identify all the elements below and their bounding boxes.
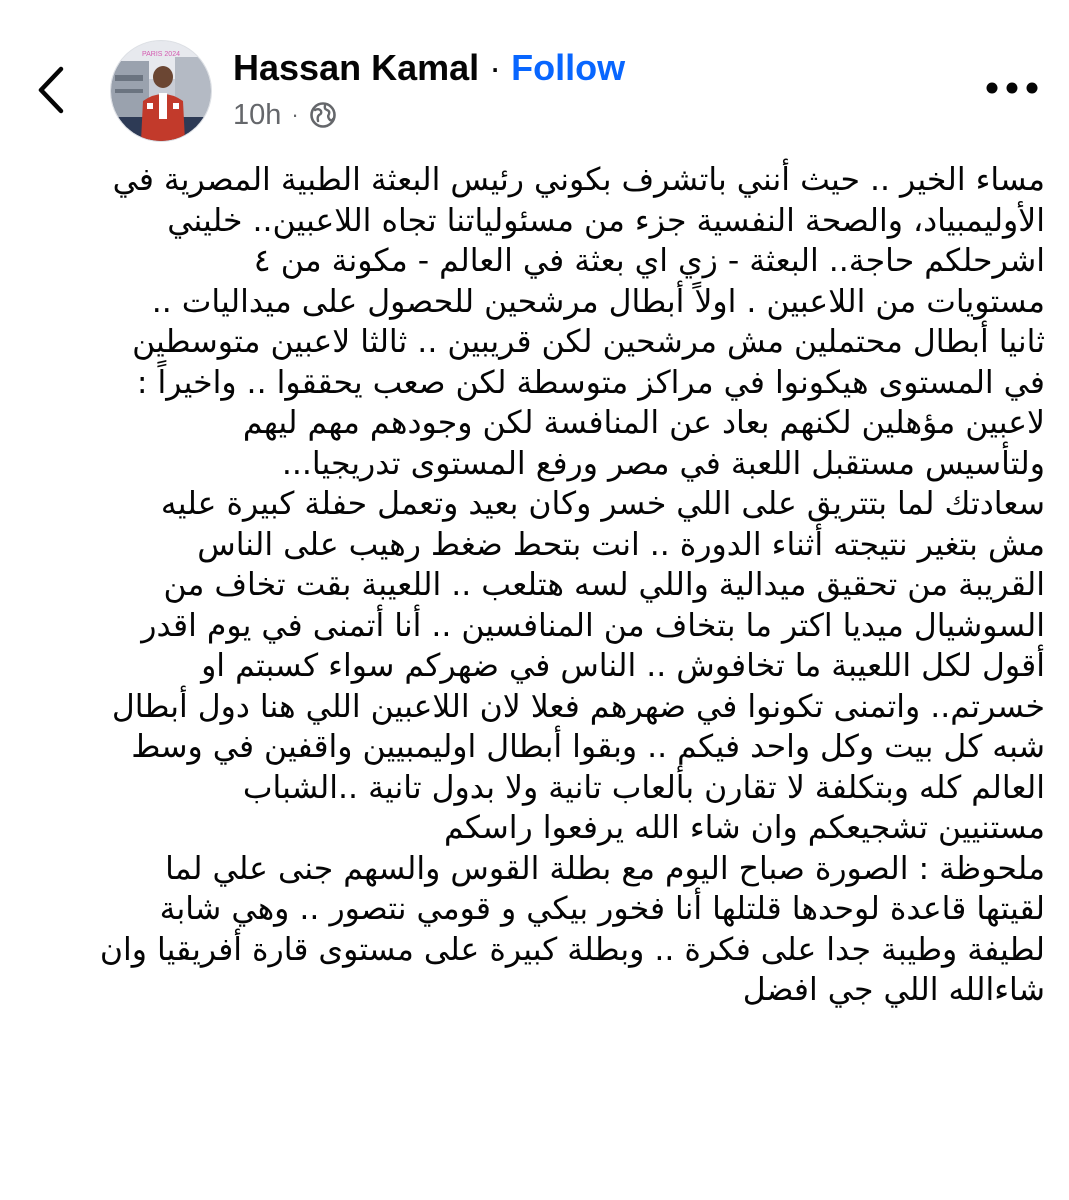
meta-separator: ·: [291, 102, 299, 127]
post-text-line: اشرحلكم حاجة.. البعثة - زي اي بعثة في العالم - مكونة من ٤: [253, 243, 1045, 279]
more-horizontal-icon: [984, 81, 1040, 95]
post-text-line: شاءالله اللي جي افضل: [742, 972, 1045, 1008]
avatar[interactable]: [110, 40, 212, 142]
post-text-line: مستنيين تشجيعكم وان شاء الله يرفعوا راسكم: [443, 810, 1045, 846]
post-text-line: مساء الخير .. حيث أنني باتشرف بكوني رئيس البعثة الطبية المصرية في: [112, 162, 1045, 198]
avatar-caption: PARIS 2024: [141, 51, 181, 58]
post-text-line: ولتأسيس مستقبل اللعبة في مصر ورفع المستوى تدريجيا...: [281, 445, 1045, 482]
author-line: [233, 46, 625, 90]
post-text-line: العالم كله وبتكلفة لا تقارن بألعاب تانية ولا بدول تانية ..الشباب: [242, 769, 1045, 806]
post-text-line: القريبة من تحقيق ميدالية واللي لسه هتلعب .. اللعيبة بقت تخاف من: [163, 567, 1045, 603]
post-text-line: الأوليمبياد، والصحة النفسية جزء من مسئولياتنا تجاه اللاعبين.. خليني: [167, 202, 1045, 239]
post-header: [0, 0, 1069, 150]
post-meta: [233, 96, 337, 134]
post-text: [25, 160, 1045, 1011]
globe-icon: [309, 101, 337, 129]
more-options-button[interactable]: [982, 70, 1042, 106]
post-text-line: لاعبين مؤهلين لكنهم بعاد عن المنافسة لكن وجودهم مهم ليهم: [242, 405, 1045, 441]
back-button[interactable]: [26, 58, 76, 122]
post-text-line: السوشيال ميديا اكتر ما بتخاف من المنافسين .. أنا أتمنى في يوم اقدر: [141, 607, 1045, 644]
post-text-line: سعادتك لما بتتريق على اللي خسر وكان بعيد وتعمل حفلة كبيرة عليه: [160, 486, 1045, 522]
post-text-line: شبه كل بيت وكل واحد فيكم .. وبقوا أبطال اوليمبيين واقفين في وسط: [131, 729, 1045, 765]
avatar-photo: [111, 41, 211, 141]
post-text-line: خسرتم.. واتمنى تكونوا في ضهرهم فعلا لان اللاعبين اللي هنا دول أبطال: [111, 688, 1045, 725]
follow-button[interactable]: Follow: [511, 47, 626, 88]
post-text-line: لطيفة وطيبة جدا على فكرة .. وبطلة كبيرة على مستوى قارة أفريقيا وان: [99, 931, 1045, 968]
post-text-line: ثانيا أبطال محتملين مش مرشحين لكن قريبين .. ثالثا لاعبين متوسطين: [132, 324, 1045, 360]
post-text-line: مستويات من اللاعبين . اولاً أبطال مرشحين للحصول على ميداليات ..: [151, 283, 1045, 320]
post-text-line: مش بتغير نتيجته أثناء الدورة .. انت بتحط ضغط رهيب على الناس: [197, 526, 1045, 563]
post-timestamp[interactable]: 10h: [233, 98, 282, 131]
chevron-left-icon: [36, 65, 66, 115]
post-text-line: في المستوى هيكونوا في مراكز متوسطة لكن صعب يحققوا .. واخيراً :: [136, 364, 1045, 401]
author-name[interactable]: Hassan Kamal: [233, 47, 480, 88]
post-text-line: أقول لكل اللعيبة ما تخافوش .. الناس في ضهركم سواء كسبتم او: [201, 648, 1045, 684]
post-text-line: لقيتها قاعدة لوحدها قلتلها أنا فخور بيكي و قومي نتصور .. وهي شابة: [159, 891, 1045, 927]
name-separator: ·: [489, 47, 502, 88]
post-text-line: ملحوظة : الصورة صباح اليوم مع بطلة القوس والسهم جنى علي لما: [165, 850, 1045, 887]
